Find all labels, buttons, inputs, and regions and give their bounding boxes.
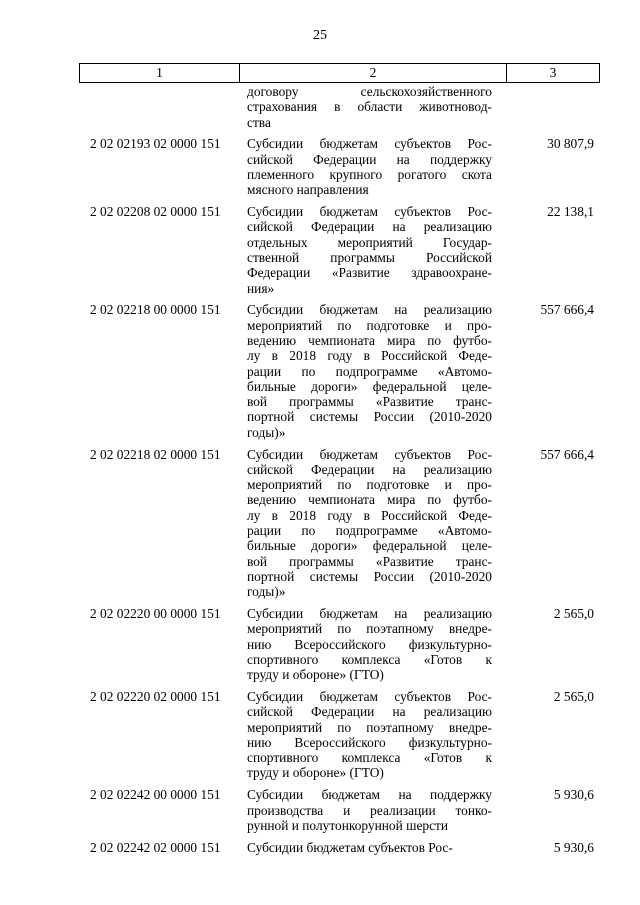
amount: 5 930,6 [553, 787, 594, 803]
description-line: мясного направления [247, 182, 369, 198]
amount [492, 84, 600, 130]
subsidy-description [247, 606, 492, 682]
description-line: договору сельскохозяйственного [247, 84, 492, 99]
table-row [79, 84, 600, 130]
description-line: Субсидии бюджетам на поддержку [247, 787, 492, 803]
description-line: мероприятий по поэтапному внедре- [247, 621, 492, 637]
description-line: рации по подпрограмме «Автомо- [247, 363, 492, 379]
description-line: Субсидии бюджетам субъектов Рос- [247, 136, 492, 152]
description-line: производства и реализации тонко- [247, 802, 492, 818]
description-line: Субсидии бюджетам на реализацию [247, 606, 492, 621]
subsidy-description [247, 840, 492, 855]
page-number: 25 [313, 28, 327, 43]
description-line: Субсидии бюджетам субъектов Рос- [247, 839, 453, 855]
description-line: бильные дороги» федеральной целе- [247, 538, 492, 554]
amount: 2 565,0 [553, 688, 594, 704]
description-line: мероприятий по поэтапному внедре- [247, 719, 492, 735]
table-row [79, 840, 600, 855]
budget-code: 2 02 02208 02 0000 151 [90, 204, 221, 220]
description-line: Субсидии бюджетам на реализацию [247, 302, 492, 318]
description-line: отдельных мероприятий Государ- [247, 234, 492, 250]
budget-code: 2 02 02220 02 0000 151 [90, 688, 221, 704]
subsidy-description [247, 689, 492, 781]
amount: 22 138,1 [547, 204, 594, 220]
description-line: лу в 2018 году в Российской Феде- [247, 348, 492, 364]
table-header [79, 63, 600, 83]
budget-code: 2 02 02218 00 0000 151 [90, 302, 221, 318]
description-line: ственной программы Российской [247, 249, 492, 265]
description-line: ведению чемпионата мира по футбо- [247, 332, 492, 348]
description-line: сийской Федерации на реализацию [247, 704, 492, 720]
description-line: ведению чемпионата мира по футбо- [247, 492, 492, 508]
subsidy-description [247, 787, 492, 833]
description-line: годы)» [247, 424, 286, 440]
description-line: мероприятий по подготовке и про- [247, 317, 492, 333]
header-col-1: 1 [80, 64, 240, 82]
description-line: портной системы России (2010-2020 [247, 568, 492, 584]
budget-code: 2 02 02193 02 0000 151 [90, 136, 221, 152]
description-line: сийской Федерации на реализацию [247, 461, 492, 477]
description-line: рунной и полутонкорунной шерсти [247, 817, 449, 833]
budget-code: 2 02 02242 00 0000 151 [90, 787, 221, 803]
header-col-3: 3 [549, 65, 557, 80]
budget-code: 2 02 02218 02 0000 151 [90, 446, 221, 462]
table-body [79, 84, 600, 861]
amount: 557 666,4 [540, 446, 594, 462]
table-row [79, 689, 600, 781]
description-line: Субсидии бюджетам субъектов Рос- [247, 446, 492, 462]
budget-code: 2 02 02242 02 0000 151 [90, 839, 221, 855]
subsidy-description [247, 302, 492, 440]
description-line: Субсидии бюджетам субъектов Рос- [247, 688, 492, 704]
description-line: нию Всероссийского физкультурно- [247, 734, 492, 750]
description-line: спортивного комплекса «Готов к [247, 750, 492, 766]
description-line: Субсидии бюджетам субъектов Рос- [247, 204, 492, 220]
description-line: Федерации «Развитие здравоохране- [247, 265, 492, 281]
budget-code [79, 84, 239, 130]
amount: 557 666,4 [540, 302, 594, 318]
description-line: вой программы «Развитие транс- [247, 553, 492, 569]
header-col-2: 2 [240, 64, 507, 82]
table-row [79, 302, 600, 440]
description-line: лу в 2018 году в Российской Феде- [247, 507, 492, 523]
description-line: нию Всероссийского физкультурно- [247, 636, 492, 652]
description-line: бильные дороги» федеральной целе- [247, 378, 492, 394]
description-line: рации по подпрограмме «Автомо- [247, 523, 492, 539]
description-line: годы)» [247, 584, 286, 600]
description-line: спортивного комплекса «Готов к [247, 651, 492, 667]
amount: 30 807,9 [547, 136, 594, 152]
subsidy-description [247, 136, 492, 197]
budget-code: 2 02 02220 00 0000 151 [90, 606, 221, 621]
amount: 2 565,0 [553, 606, 594, 621]
description-line: племенного крупного рогатого скота [247, 166, 492, 182]
table-row [79, 606, 600, 682]
description-line: мероприятий по подготовке и про- [247, 477, 492, 493]
subsidy-description [247, 447, 492, 600]
description-line: труду и обороне» (ГТО) [247, 765, 384, 781]
description-line: портной системы России (2010-2020 [247, 409, 492, 425]
description-line: труду и обороне» (ГТО) [247, 667, 384, 683]
table-row [79, 204, 600, 296]
table-row [79, 447, 600, 600]
table-row [79, 136, 600, 197]
description-line: вой программы «Развитие транс- [247, 394, 492, 410]
description-line: сийской Федерации на реализацию [247, 219, 492, 235]
table-row [79, 787, 600, 833]
amount: 5 930,6 [553, 839, 594, 855]
description-line: ния» [247, 280, 275, 296]
description-line: сийской Федерации на поддержку [247, 151, 492, 167]
subsidy-description [247, 84, 492, 130]
description-line: ства [247, 114, 271, 130]
description-line: страхования в области животновод- [247, 99, 492, 115]
subsidy-description [247, 204, 492, 296]
